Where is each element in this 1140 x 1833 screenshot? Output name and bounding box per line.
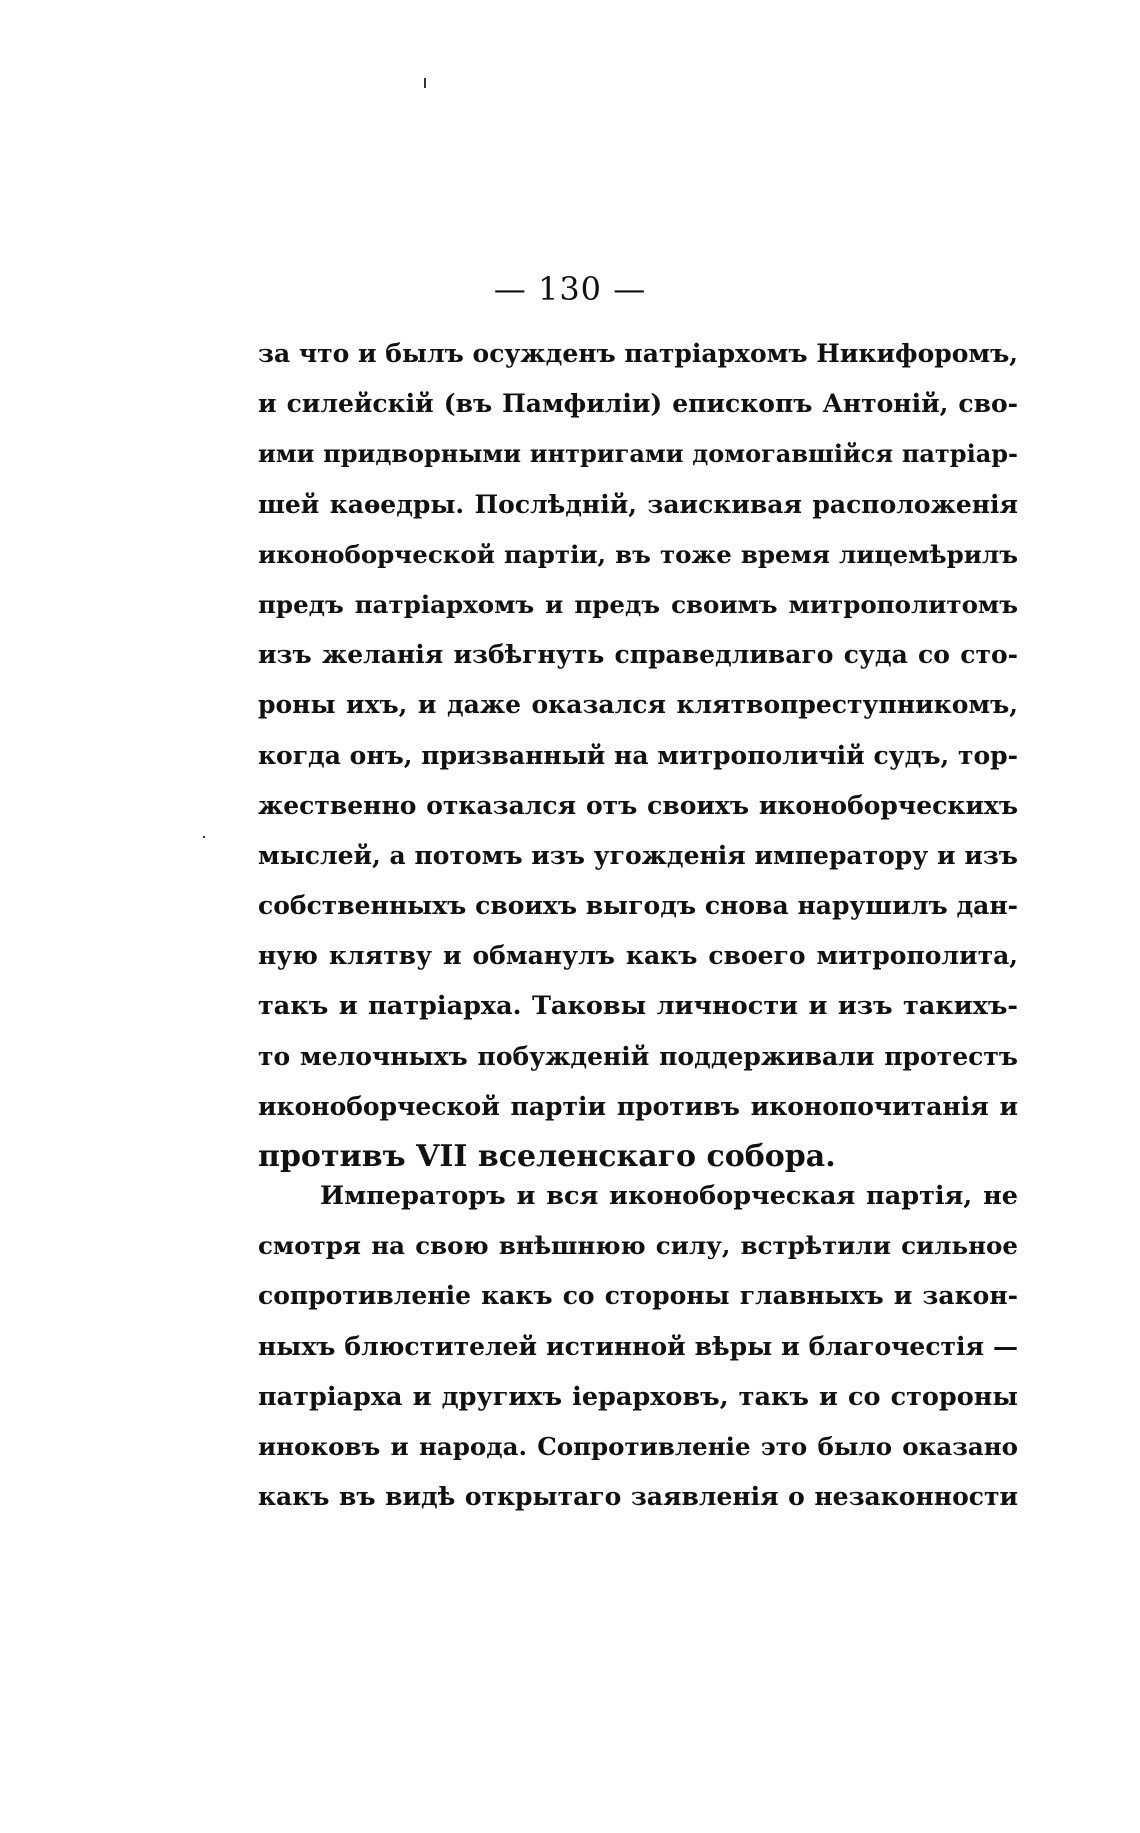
text-line: ими придворными интригами домогавшійся патріар- [258, 439, 1018, 469]
text-line: сопротивленіе какъ со стороны главныхъ и закон- [258, 1281, 1018, 1311]
text-line: иноковъ и народа. Сопротивленіе это было оказано [258, 1431, 1018, 1461]
text-line: ную клятву и обманулъ какъ своего митрополита, [258, 941, 1018, 971]
text-line: иконоборческой партіи, въ тоже время лицемѣрилъ [258, 539, 1018, 569]
text-line: противъ VII вселенскаго собора. [258, 1139, 836, 1174]
ink-speck [203, 836, 205, 838]
text-line: Императоръ и вся иконоборческая партія, не [320, 1181, 1018, 1211]
text-line: изъ желанія избѣгнуть справедливаго суда со сто- [258, 640, 1018, 670]
paragraph-1 [258, 329, 1018, 1182]
text-line: иконоборческой партіи противъ иконопочитанія и [258, 1091, 1018, 1121]
text-line: жественно отказался отъ своихъ иконоборческихъ [258, 790, 1018, 820]
text-line: такъ и патріарха. Таковы личности и изъ такихъ- [258, 991, 1018, 1022]
text-line: предъ патріархомъ и предъ своимъ митрополитомъ [258, 589, 1018, 619]
paragraph-2 [258, 1171, 1018, 1522]
text-line: за что и былъ осужденъ патріархомъ Никифоромъ, [258, 339, 1018, 368]
text-line: мыслей, а потомъ изъ угожденія императору и изъ [258, 840, 1018, 870]
text-line: когда онъ, призванный на митрополичій судъ, тор- [258, 740, 1018, 770]
text-line: то мелочныхъ побужденій поддерживали протестъ [258, 1041, 1018, 1071]
text-line: какъ въ видѣ открытаго заявленія о незаконности [258, 1482, 1018, 1512]
text-line: ныхъ блюстителей истинной вѣры и благочестія — [258, 1331, 1018, 1361]
page-number: — 130 — [493, 270, 647, 308]
text-line: роны ихъ, и даже оказался клятвопреступникомъ, [258, 690, 1018, 720]
text-line: патріарха и другихъ іерарховъ, такъ и со стороны [258, 1381, 1018, 1412]
text-line: и силейскій (въ Памфиліи) епископъ Антоній, сво- [258, 389, 1018, 419]
text-line: смотря на свою внѣшнюю силу, встрѣтили сильное [258, 1231, 1018, 1261]
text-line: собственныхъ своихъ выгодъ снова нарушилъ дан- [258, 891, 1018, 921]
text-line: шей каѳедры. Послѣдній, заискивая расположенія [258, 489, 1018, 519]
ink-speck [424, 78, 426, 88]
